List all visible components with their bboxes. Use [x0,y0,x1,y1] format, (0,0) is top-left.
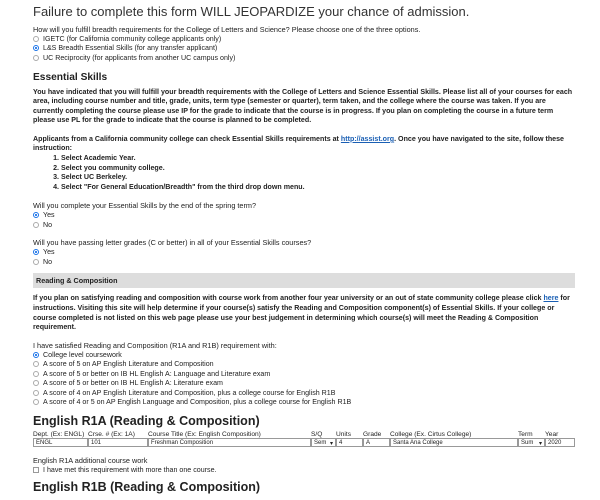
breadth-option-igetc[interactable]: IGETC (for California community college applicants only) [33,34,575,44]
col-year: Year [545,430,559,438]
col-course-num: Crse. # (Ex: 1A) [88,430,135,438]
essential-skills-heading: Essential Skills [33,71,108,83]
list-item: 4. Select "For General Education/Breadth" from the third drop down menu. [61,183,575,193]
spring-question: Will you complete your Essential Skills by the end of the spring term? [33,201,257,211]
radio-icon[interactable] [33,399,39,405]
assist-steps [33,154,575,192]
reading-instructions: If you plan on satisfying reading and composition with course work from another four year university or an out of state community college please click here for instructions. Visiting this site will help determine if your course(s) satisfy the Reading and Composition component(s) of Essential Skills. If your college or course completed is not listed on this web page please use your best judgement in determining which course(s) will meet the Reading & Composition requirement. [33,294,570,332]
radio-icon[interactable] [33,259,39,265]
spring-yes[interactable]: Yes [33,210,575,220]
radio-icon[interactable] [33,36,39,42]
col-college: College (Ex. Cirtus College) [390,430,472,438]
reading-option-ap4-lit[interactable]: A score of 4 on AP English Literature and Composition, plus a college course for English R1B [33,388,575,398]
radio-icon[interactable] [33,55,39,61]
list-item: 1. Select Academic Year. [61,154,575,164]
units-input[interactable]: 4 [336,438,363,447]
radio-icon[interactable] [33,390,39,396]
r1a-multiple-courses-checkbox[interactable]: I have met this requirement with more than one course. [33,465,575,475]
reading-option-ap5[interactable]: A score of 5 on AP English Literature and Composition [33,359,575,369]
dept-input[interactable]: ENGL [33,438,88,447]
list-item: 3. Select UC Berkeley. [61,173,575,183]
checkbox-icon[interactable] [33,467,39,473]
breadth-options [33,34,575,63]
radio-selected-icon[interactable] [33,352,39,358]
assist-instructions: Applicants from a California community college can check Essential Skills requirements at http://assist.org. Once you have navigated to the site, follow these instruction: [33,134,565,153]
essential-instructions: You have indicated that you will fulfill your breadth requirements with the College of Letters and Science Essential Skills. Please list all of your courses for each area, including course number and title, grade, units, term type (semester or quarter), term taken, and the college where the course was taken. If you are currently completing the course please use IP for the grade to indicate that the course is in progress. If you plan on completing the course in a future term please use PL for the grade to indicate that the course is planned to be completed. [33,87,573,125]
reading-question: I have satisfied Reading and Composition (R1A and R1B) requirement with: [33,340,277,350]
grades-yes[interactable]: Yes [33,247,575,257]
year-input[interactable]: 2020 [545,438,575,447]
course-number-input[interactable]: 101 [88,438,148,447]
radio-icon[interactable] [33,222,39,228]
list-item: 2. Select you community college. [61,164,575,174]
radio-icon[interactable] [33,361,39,367]
col-term: Term [518,430,533,438]
col-units: Units [336,430,352,438]
assist-link[interactable]: http://assist.org [340,134,395,143]
admission-form [33,0,575,497]
reading-option-college[interactable]: College level coursework [33,350,575,360]
r1a-heading: English R1A (Reading & Composition) [33,413,260,428]
grades-no[interactable]: No [33,257,575,267]
r1a-header-row [33,431,575,438]
col-sq: S/Q [311,430,323,438]
radio-selected-icon[interactable] [33,212,39,218]
sq-select[interactable]: Sem ▾ [311,438,336,447]
college-input[interactable]: Santa Ana College [390,438,518,447]
r1a-additional-label: English R1A additional course work [33,455,148,465]
col-course-title: Course Title (Ex: English Composition) [148,430,261,438]
radio-icon[interactable] [33,380,39,386]
r1a-input-row [33,438,575,447]
col-dept: Dept. (Ex: ENGL) [33,430,85,438]
spring-no[interactable]: No [33,220,575,230]
grade-input[interactable]: A [363,438,390,447]
here-link[interactable]: here [543,294,559,303]
reading-section-bar: Reading & Composition [33,273,575,288]
breadth-question: How will you fulfill breadth requirements for the College of Letters and Science? Please choose one of the three options. [33,25,421,34]
term-select[interactable]: Sum ▾ [518,438,545,447]
breadth-option-uc[interactable]: UC Reciprocity (for applicants from another UC campus only) [33,53,575,63]
warning-text: Failure to complete this form WILL JEOPARDIZE your chance of admission. [33,4,470,19]
reading-option-ib-lang[interactable]: A score of 5 or better on IB HL English A: Language and Literature exam [33,369,575,379]
col-grade: Grade [363,430,382,438]
reading-option-ib-lit[interactable]: A score of 5 or better on IB HL English A: Literature exam [33,378,575,388]
breadth-option-ls[interactable]: L&S Breadth Essential Skills (for any transfer applicant) [33,44,575,54]
radio-selected-icon[interactable] [33,249,39,255]
grades-question: Will you have passing letter grades (C or better) in all of your Essential Skills courses? [33,238,312,248]
r1b-heading: English R1B (Reading & Composition) [33,480,261,495]
course-title-input[interactable]: Freshman Composition [148,438,311,447]
reading-option-ap-lang[interactable]: A score of 4 or 5 on AP English Language and Composition, plus a college course for English R1B [33,397,575,407]
radio-selected-icon[interactable] [33,45,39,51]
radio-icon[interactable] [33,371,39,377]
